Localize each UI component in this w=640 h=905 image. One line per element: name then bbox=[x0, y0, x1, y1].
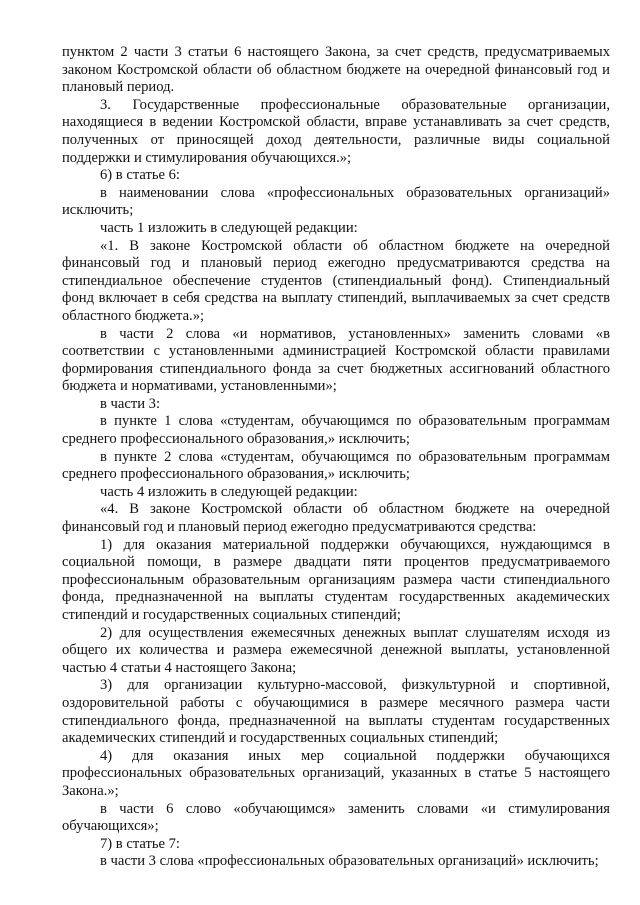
paragraph-part-3-point-2: в пункте 2 слова «студентам, обучающимся по образовательным программам среднего профессионального образования,» исключить; bbox=[62, 448, 610, 483]
paragraph-article-7-part-3: в части 3 слова «профессиональных образовательных организаций» исключить; bbox=[100, 853, 599, 870]
paragraph-part-3-intro: в части 3: bbox=[100, 395, 161, 412]
paragraph-part-1-text: «1. В законе Костромской области об областном бюджете на очередной финансовый год и плановый период ежегодно предусматриваются средства на стипендиальное обеспечение студентов (стипендиальный фонд). Стипендиальный фонд включает в себя средства на выплату стипендий, выплачиваемых за счет средств областного бюджета.»; bbox=[62, 237, 610, 324]
paragraph-part-4-point-4: 4) для оказания иных мер социальной поддержки обучающихся профессиональных образовательных организаций, указанных в статье 5 настоящего Закона.»; bbox=[62, 747, 610, 799]
paragraph-part-2: в части 2 слова «и нормативов, установленных» заменить словами «в соответствии с установленными администрацией Костромской области правилами формирования стипендиального фонда за счет бюджетных ассигнований областного бюджета и нормативами, установленными»; bbox=[62, 325, 610, 395]
paragraph-part-4-point-2: 2) для осуществления ежемесячных денежных выплат слушателям исходя из общего их количества и размера ежемесячной денежной выплаты, установленной частью 4 статьи 4 настоящего Закона; bbox=[62, 624, 610, 676]
paragraph-part-6: в части 6 слово «обучающимся» заменить словами «и стимулирования обучающихся»; bbox=[62, 800, 610, 835]
paragraph-title-change: в наименовании слова «профессиональных образовательных организаций» исключить; bbox=[62, 184, 610, 219]
paragraph-part-1-intro: часть 1 изложить в следующей редакции: bbox=[100, 219, 358, 236]
paragraph-continuation: пунктом 2 части 3 статьи 6 настоящего Закона, за счет средств, предусматриваемых законом Костромской области об областном бюджете на очередной финансовый год и плановый период. bbox=[62, 44, 610, 96]
paragraph-part-3-point-1: в пункте 1 слова «студентам, обучающимся по образовательным программам среднего профессионального образования,» исключить; bbox=[62, 413, 610, 448]
paragraph-item-7: 7) в статье 7: bbox=[100, 835, 180, 852]
paragraph-part-4-point-1: 1) для оказания материальной поддержки обучающихся, нуждающимся в социальной помощи, в размере двадцати пяти процентов предусматриваемого профессиональным образовательным организациям размера части стипендиального фонда, предназначенной на выплаты студентам государственных академических стипендий и государственных социальных стипендий; bbox=[62, 536, 610, 623]
paragraph-part-4-point-3: 3) для организации культурно-массовой, физкультурной и спортивной, оздоровительной работы с обучающимися в размере месячного размера части стипендиального фонда, предназначенной на выплаты студентам государственных академических стипендий и государственных социальных стипендий; bbox=[62, 677, 610, 747]
document-body bbox=[62, 44, 610, 871]
paragraph-part-4-intro: часть 4 изложить в следующей редакции: bbox=[100, 483, 358, 500]
paragraph-item-3: 3. Государственные профессиональные образовательные организации, находящиеся в ведении Костромской области, вправе устанавливать за счет средств, полученных от приносящей доход деятельности, различные виды социальной поддержки и стимулирования обучающихся.»; bbox=[62, 96, 610, 166]
paragraph-item-6: 6) в статье 6: bbox=[100, 167, 180, 184]
paragraph-part-4-text: «4. В законе Костромской области об областном бюджете на очередной финансовый год и плановый период ежегодно предусматриваются средства: bbox=[62, 501, 610, 536]
